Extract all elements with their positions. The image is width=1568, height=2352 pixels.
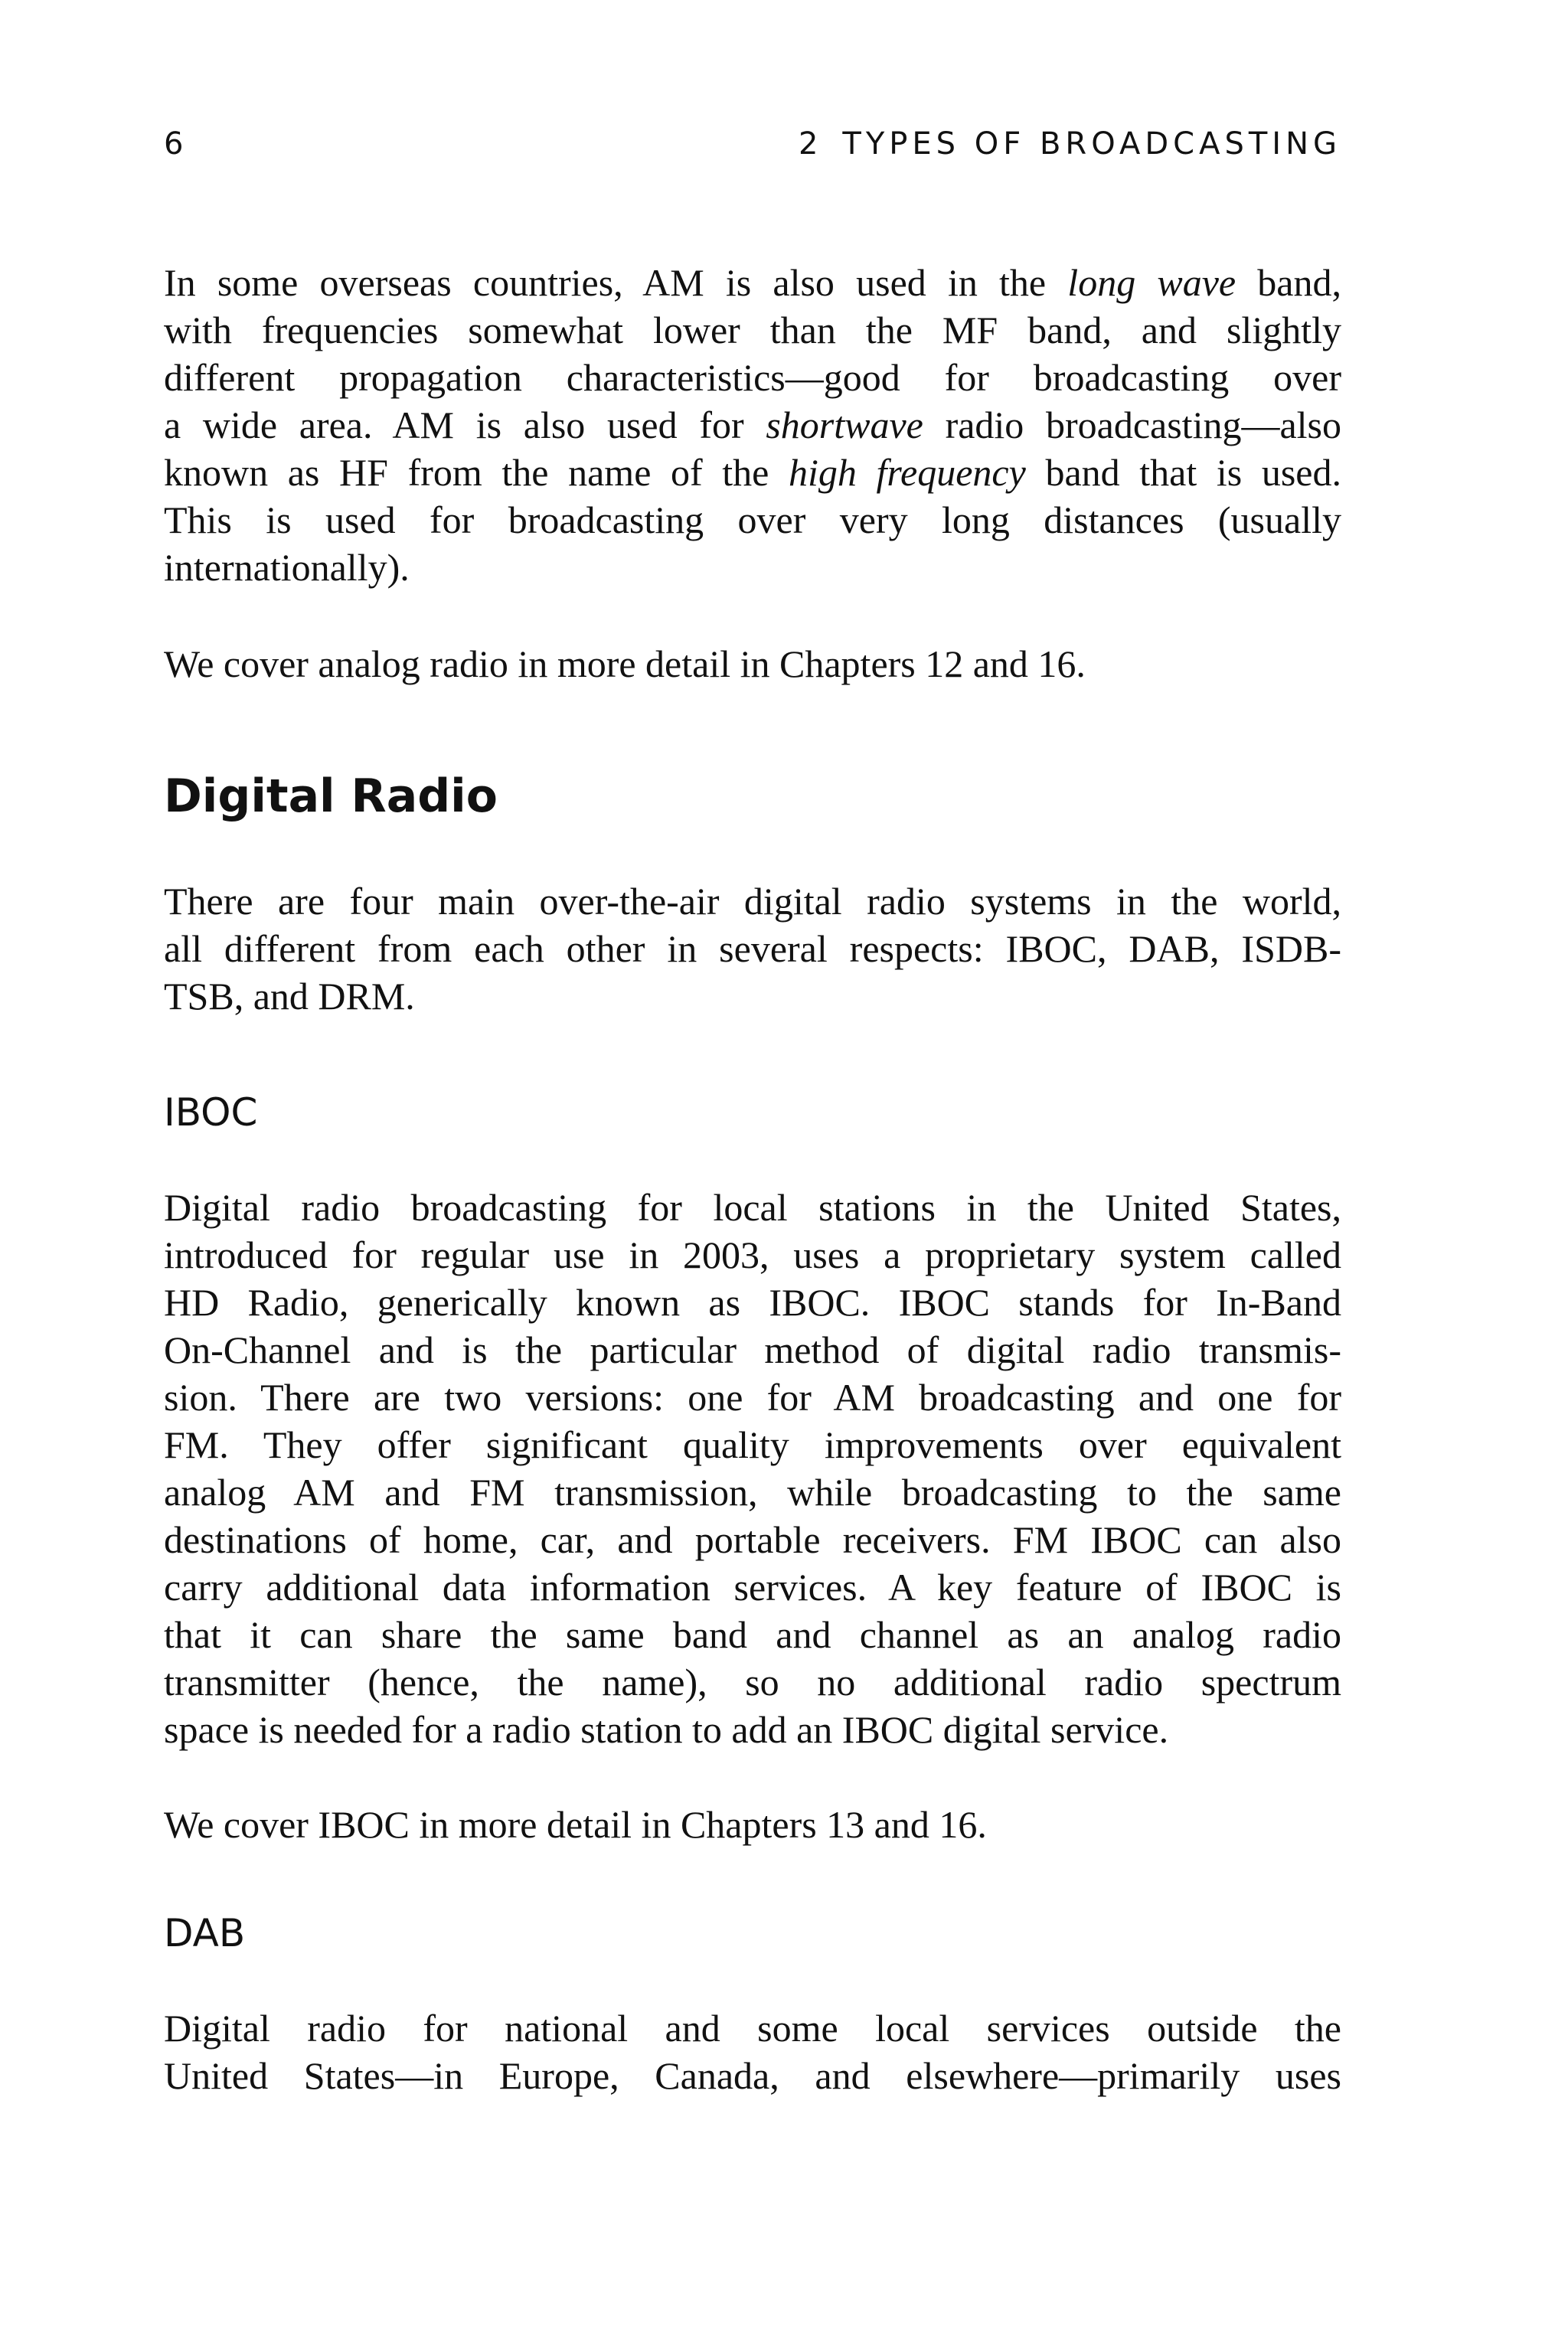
text-line: all different from each other in several respects: IBOC, DAB, ISDB-	[164, 927, 1341, 970]
text-line: There are four main over-the-air digital radio systems in the world,	[164, 880, 1341, 923]
text-line: United States—in Europe, Canada, and elsewhere—primarily uses	[164, 2054, 1341, 2097]
paragraph-analog-reference	[164, 640, 1341, 688]
text-line: carry additional data information services. A key feature of IBOC is	[164, 1566, 1341, 1609]
paragraph-iboc-reference	[164, 1801, 1341, 1848]
text-line: This is used for broadcasting over very long distances (usually	[164, 498, 1341, 541]
paragraph-long-wave	[164, 259, 1341, 591]
chapter-running-title	[799, 121, 1341, 167]
text-line: We cover IBOC in more detail in Chapters 13 and 16.	[164, 1803, 987, 1846]
text-line: with frequencies somewhat lower than the MF band, and slightly	[164, 309, 1341, 351]
paragraph-iboc	[164, 1184, 1341, 1753]
chapter-title: TYPES OF BROADCASTING	[842, 126, 1341, 162]
text-line: Digital radio broadcasting for local stations in the United States,	[164, 1186, 1341, 1229]
text-line: Digital radio for national and some local services outside the	[164, 2007, 1341, 2050]
text-line: introduced for regular use in 2003, uses a proprietary system called	[164, 1233, 1341, 1276]
text-line: that it can share the same band and channel as an analog radio	[164, 1613, 1341, 1656]
running-head	[164, 121, 1341, 167]
text-line: internationally).	[164, 546, 410, 589]
text-line: In some overseas countries, AM is also used in the long wave band,	[164, 261, 1341, 304]
text-line: destinations of home, car, and portable receivers. FM IBOC can also	[164, 1518, 1341, 1561]
paragraph-dab	[164, 2004, 1341, 2099]
text-line: analog AM and FM transmission, while broadcasting to the same	[164, 1471, 1341, 1514]
text-line: sion. There are two versions: one for AM broadcasting and one for	[164, 1376, 1341, 1419]
paragraph-digital-systems	[164, 877, 1341, 1020]
text-line: FM. They offer significant quality improvements over equivalent	[164, 1423, 1341, 1466]
text-line: We cover analog radio in more detail in Chapters 12 and 16.	[164, 642, 1086, 685]
text-line: transmitter (hence, the name), so no additional radio spectrum	[164, 1661, 1341, 1704]
section-heading-digital-radio: Digital Radio	[164, 769, 498, 823]
text-line: On-Channel and is the particular method of digital radio transmis-	[164, 1328, 1341, 1371]
subheading-iboc: IBOC	[164, 1090, 258, 1135]
subheading-dab: DAB	[164, 1911, 246, 1955]
chapter-number: 2	[798, 126, 823, 162]
text-line: TSB, and DRM.	[164, 975, 415, 1018]
text-line: HD Radio, generically known as IBOC. IBOC stands for In-Band	[164, 1281, 1341, 1324]
text-line: known as HF from the name of the high frequency band that is used.	[164, 451, 1342, 494]
text-line: a wide area. AM is also used for shortwave radio broadcasting—also	[164, 403, 1342, 446]
page-number: 6	[164, 126, 184, 162]
text-line: different propagation characteristics—good for broadcasting over	[164, 356, 1341, 399]
text-line: space is needed for a radio station to add an IBOC digital service.	[164, 1708, 1169, 1751]
